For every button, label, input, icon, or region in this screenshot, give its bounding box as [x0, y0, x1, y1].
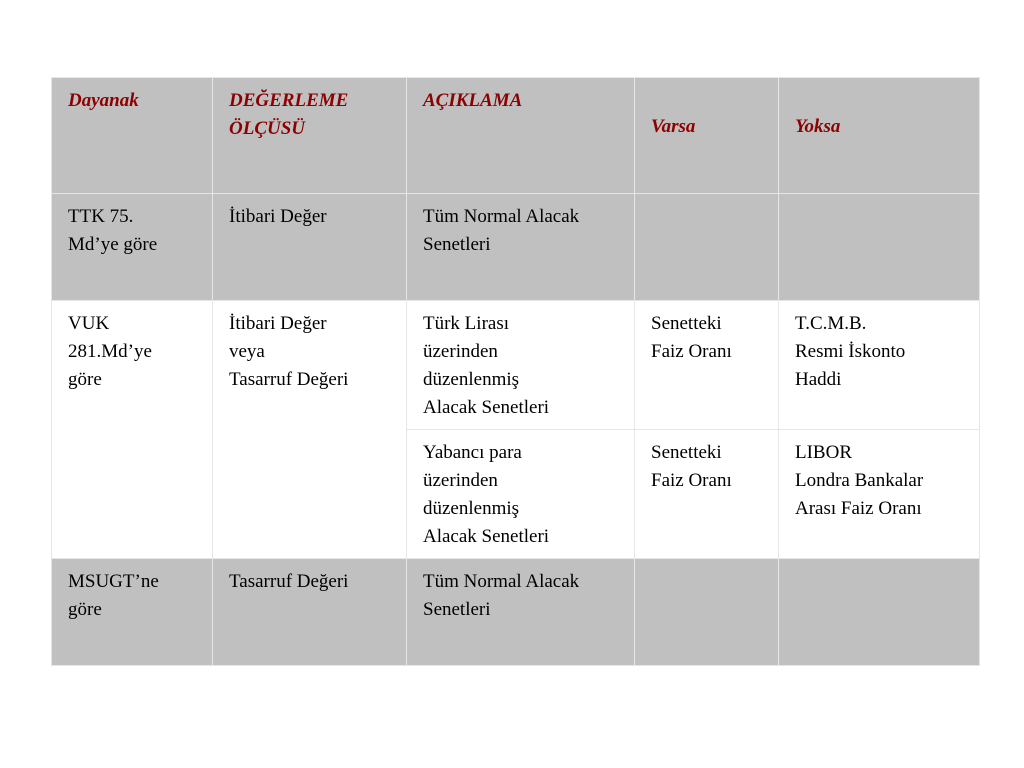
vuk-tl-yoksa-line-2: Resmi İskonto	[795, 341, 906, 362]
vuk-tl-varsa-cell	[635, 301, 779, 430]
ttk-dayanak-line-1: TTK 75.	[68, 206, 134, 227]
vuk-dayanak-line-2: 281.Md’ye	[68, 341, 152, 362]
ttk-varsa-cell	[635, 194, 779, 301]
vuk-yabanci-aciklama-line-3: düzenlenmiş	[423, 498, 520, 519]
vuk-olcu-cell	[213, 301, 407, 559]
vuk-tl-aciklama-cell	[407, 301, 635, 430]
msugt-aciklama-line-1: Tüm Normal Alacak	[423, 571, 580, 592]
ttk-aciklama-cell	[407, 194, 635, 301]
msugt-aciklama-cell	[407, 559, 635, 666]
ttk-aciklama-line-1: Tüm Normal Alacak	[423, 206, 580, 227]
header-degerleme-line-2: ÖLÇÜSÜ	[229, 118, 306, 139]
vuk-yabanci-varsa-line-1: Senetteki	[651, 442, 722, 463]
msugt-dayanak-cell	[52, 559, 213, 666]
msugt-varsa-cell	[635, 559, 779, 666]
vuk-olcu-line-1: İtibari Değer	[229, 313, 327, 334]
ttk-yoksa-cell	[779, 194, 980, 301]
ttk-aciklama-line-2: Senetleri	[423, 234, 491, 255]
ttk-dayanak-line-2: Md’ye göre	[68, 234, 158, 255]
table-row-msugt	[52, 559, 980, 666]
valuation-table	[51, 77, 980, 666]
msugt-dayanak-line-2: göre	[68, 599, 102, 620]
header-degerleme-olcusu	[213, 78, 407, 194]
vuk-tl-aciklama-line-2: üzerinden	[423, 341, 498, 362]
vuk-yabanci-yoksa-line-3: Arası Faiz Oranı	[795, 498, 922, 519]
vuk-yabanci-aciklama-line-2: üzerinden	[423, 470, 498, 491]
vuk-tl-yoksa-line-1: T.C.M.B.	[795, 313, 867, 334]
header-aciklama: AÇIKLAMA	[407, 78, 635, 194]
vuk-yabanci-yoksa-cell	[779, 430, 980, 559]
header-dayanak: Dayanak	[52, 78, 213, 194]
ttk-dayanak-cell	[52, 194, 213, 301]
vuk-dayanak-line-1: VUK	[68, 313, 110, 334]
vuk-yabanci-varsa-line-2: Faiz Oranı	[651, 470, 732, 491]
vuk-tl-aciklama-line-3: düzenlenmiş	[423, 369, 520, 390]
table-header-row	[52, 78, 980, 194]
msugt-dayanak-line-1: MSUGT’ne	[68, 571, 159, 592]
vuk-yabanci-aciklama-cell	[407, 430, 635, 559]
vuk-olcu-line-3: Tasarruf Değeri	[229, 369, 349, 390]
vuk-yabanci-aciklama-line-4: Alacak Senetleri	[423, 526, 550, 547]
msugt-olcu-cell: Tasarruf Değeri	[213, 559, 407, 666]
msugt-aciklama-line-2: Senetleri	[423, 599, 491, 620]
vuk-tl-aciklama-line-4: Alacak Senetleri	[423, 397, 550, 418]
vuk-dayanak-line-3: göre	[68, 369, 102, 390]
vuk-tl-aciklama-line-1: Türk Lirası	[423, 313, 510, 334]
vuk-olcu-line-2: veya	[229, 341, 265, 362]
vuk-yabanci-varsa-cell	[635, 430, 779, 559]
header-yoksa: Yoksa	[779, 78, 980, 194]
vuk-tl-yoksa-cell	[779, 301, 980, 430]
vuk-tl-varsa-line-2: Faiz Oranı	[651, 341, 732, 362]
msugt-yoksa-cell	[779, 559, 980, 666]
table-row-vuk-tl	[52, 301, 980, 430]
vuk-yabanci-aciklama-line-1: Yabancı para	[423, 442, 522, 463]
vuk-tl-yoksa-line-3: Haddi	[795, 369, 842, 390]
table-row-ttk	[52, 194, 980, 301]
header-varsa: Varsa	[635, 78, 779, 194]
ttk-olcu-cell: İtibari Değer	[213, 194, 407, 301]
vuk-yabanci-yoksa-line-1: LIBOR	[795, 442, 852, 463]
vuk-tl-varsa-line-1: Senetteki	[651, 313, 722, 334]
header-degerleme-line-1: DEĞERLEME	[229, 90, 349, 111]
vuk-dayanak-cell	[52, 301, 213, 559]
vuk-yabanci-yoksa-line-2: Londra Bankalar	[795, 470, 924, 491]
